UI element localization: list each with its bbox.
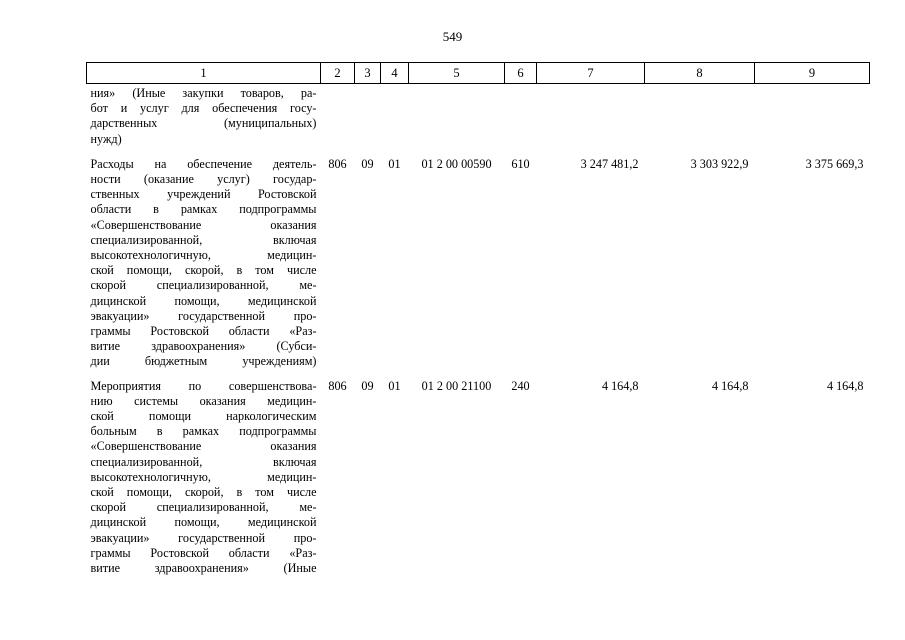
description-line: скорой специализированной, ме- bbox=[90, 278, 317, 293]
description-line: ния» (Иные закупки товаров, ра- bbox=[90, 86, 317, 100]
description-line: специализированной, включая bbox=[90, 232, 317, 247]
amount-year-1: 3 247 481,2 bbox=[580, 156, 639, 171]
column-header: 9 bbox=[755, 63, 870, 84]
column-header: 8 bbox=[645, 63, 755, 84]
description-line: нию системы оказания медицин- bbox=[90, 393, 317, 408]
description-line: эвакуации» государственной про- bbox=[90, 308, 317, 323]
amount-year-2: 3 303 922,9 bbox=[690, 156, 749, 171]
description-line: дицинской помощи, медицинской bbox=[90, 515, 317, 530]
amount-year-3 bbox=[755, 84, 870, 157]
description-line: дарственных (муниципальных) bbox=[90, 116, 317, 131]
description-line: граммы Ростовской области «Раз- bbox=[90, 545, 317, 560]
row-description bbox=[87, 379, 321, 586]
description-line: Мероприятия по совершенствова- bbox=[90, 378, 317, 393]
amount-year-1 bbox=[537, 84, 645, 157]
ministry-code bbox=[321, 84, 355, 157]
ministry-code: 806 bbox=[328, 156, 347, 171]
column-header: 5 bbox=[409, 63, 505, 84]
description-line: эвакуации» государственной про- bbox=[90, 530, 317, 545]
expense-type-code: 240 bbox=[511, 378, 530, 393]
description-line: ской помощи наркологическим bbox=[90, 409, 317, 424]
column-header: 6 bbox=[505, 63, 537, 84]
amount-year-1: 4 164,8 bbox=[601, 378, 639, 393]
column-header-row bbox=[87, 63, 870, 84]
description-line: больным в рамках подпрограммы bbox=[90, 424, 317, 439]
expense-type-code bbox=[505, 84, 537, 157]
description-line: ской помощи, скорой, в том числе bbox=[90, 485, 317, 500]
description-line: дицинской помощи, медицинской bbox=[90, 293, 317, 308]
description-line: витие здравоохранения» (Иные bbox=[90, 561, 317, 576]
description-line: дии бюджетным учреждениям) bbox=[90, 354, 317, 369]
column-header: 2 bbox=[321, 63, 355, 84]
description-line: высокотехнологичную, медицин- bbox=[90, 469, 317, 484]
row-description bbox=[87, 84, 321, 157]
table-row bbox=[87, 379, 870, 586]
budget-table bbox=[86, 62, 870, 585]
target-article-code bbox=[409, 84, 505, 157]
description-line: витие здравоохранения» (Субси- bbox=[90, 339, 317, 354]
description-line: «Совершенствование оказания bbox=[90, 217, 317, 232]
description-line: ственных учреждений Ростовской bbox=[90, 187, 317, 202]
table-row bbox=[87, 84, 870, 157]
target-article-code: 01 2 00 21100 bbox=[421, 378, 492, 393]
amount-year-2: 4 164,8 bbox=[711, 378, 749, 393]
column-header: 1 bbox=[87, 63, 321, 84]
amount-year-3: 3 375 669,3 bbox=[805, 156, 864, 171]
section-code: 09 bbox=[361, 378, 374, 393]
description-line: специализированной, включая bbox=[90, 454, 317, 469]
expense-type-code: 610 bbox=[511, 156, 530, 171]
column-header: 7 bbox=[537, 63, 645, 84]
subsection-code: 01 bbox=[388, 378, 401, 393]
target-article-code: 01 2 00 00590 bbox=[421, 156, 492, 171]
subsection-code: 01 bbox=[388, 156, 401, 171]
description-line: граммы Ростовской области «Раз- bbox=[90, 324, 317, 339]
section-code: 09 bbox=[361, 156, 374, 171]
column-header: 3 bbox=[355, 63, 381, 84]
description-line: ской помощи, скорой, в том числе bbox=[90, 263, 317, 278]
ministry-code: 806 bbox=[328, 378, 347, 393]
description-line: нужд) bbox=[90, 131, 122, 146]
row-description bbox=[87, 157, 321, 379]
description-line: бот и услуг для обеспечения госу- bbox=[90, 101, 317, 116]
section-code bbox=[355, 84, 381, 157]
subsection-code bbox=[381, 84, 409, 157]
description-line: скорой специализированной, ме- bbox=[90, 500, 317, 515]
amount-year-2 bbox=[645, 84, 755, 157]
description-line: Расходы на обеспечение деятель- bbox=[90, 156, 317, 171]
description-line: «Совершенствование оказания bbox=[90, 439, 317, 454]
table-row bbox=[87, 157, 870, 379]
description-line: области в рамках подпрограммы bbox=[90, 202, 317, 217]
column-header: 4 bbox=[381, 63, 409, 84]
description-line: высокотехнологичную, медицин- bbox=[90, 248, 317, 263]
description-line: ности (оказание услуг) государ- bbox=[90, 172, 317, 187]
page-number: 549 bbox=[442, 29, 463, 44]
amount-year-3: 4 164,8 bbox=[826, 378, 864, 393]
